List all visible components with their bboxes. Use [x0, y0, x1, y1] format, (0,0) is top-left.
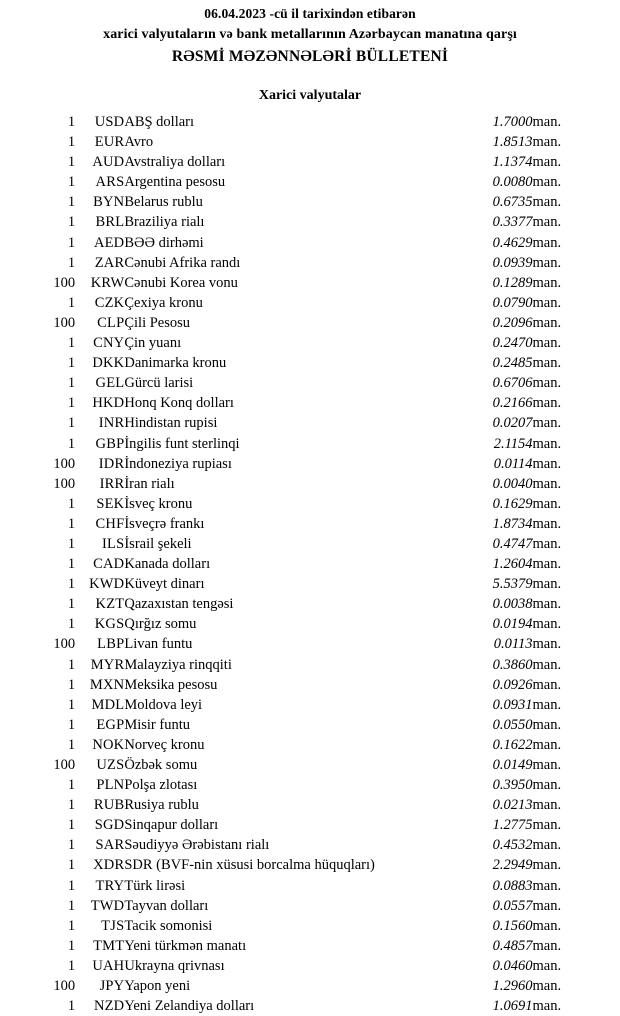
currency-quantity: 1: [67, 957, 76, 974]
currency-name: İsrail şekeli: [124, 535, 192, 552]
currency-name: Avro: [124, 134, 154, 151]
currency-quantity: 1: [67, 234, 76, 251]
table-row: [30, 233, 590, 253]
currency-code: KGS: [94, 616, 125, 633]
table-row: [30, 454, 590, 474]
currency-rate-value: 0.0207: [492, 415, 533, 432]
currency-rate-value: 0.0926: [492, 676, 533, 693]
currency-name: ABŞ dolları: [124, 114, 195, 130]
currency-code: IRR: [99, 475, 125, 492]
currency-rate-value: 0.4857: [492, 937, 533, 954]
currency-code: MYR: [90, 656, 125, 673]
table-row: [30, 514, 590, 534]
currency-rate-value: 0.6735: [492, 194, 533, 211]
currency-name: Cənubi Afrika randı: [124, 254, 241, 271]
currency-quantity: 1: [67, 716, 76, 733]
table-row: [30, 373, 590, 393]
currency-name: Tayvan dolları: [124, 897, 209, 914]
currency-name: Norveç kronu: [124, 736, 205, 753]
currency-rate-value: 0.2470: [492, 335, 533, 352]
currency-name: SDR (BVF-nin xüsusi borcalma hüquqları): [124, 857, 375, 874]
currency-rate-unit: man.: [532, 917, 562, 934]
currency-rate-unit: man.: [532, 194, 562, 211]
currency-quantity: 1: [67, 696, 76, 713]
currency-code: IDR: [98, 455, 125, 472]
table-row: [30, 212, 590, 232]
currency-rate-unit: man.: [532, 656, 562, 673]
currency-rate-unit: man.: [532, 837, 562, 854]
currency-rate-value: 0.3860: [492, 656, 533, 673]
currency-rate-unit: man.: [532, 576, 562, 593]
currency-quantity: 1: [67, 154, 76, 171]
currency-rate-unit: man.: [532, 495, 562, 512]
currency-code: EUR: [94, 134, 125, 151]
currency-rate-value: 0.0114: [493, 455, 533, 472]
table-row: [30, 574, 590, 594]
currency-rate-unit: man.: [532, 957, 562, 974]
currency-name: Qırğız somu: [124, 616, 197, 633]
currency-name: Avstraliya dolları: [124, 154, 226, 171]
table-row: [30, 634, 590, 654]
table-row: [30, 393, 590, 413]
currency-quantity: 1: [67, 917, 76, 934]
currency-quantity: 1: [67, 395, 76, 412]
currency-code: JPY: [99, 978, 125, 995]
currency-rate-value: 1.8513: [492, 134, 533, 151]
currency-rate-value: 0.6706: [492, 375, 533, 392]
table-row: [30, 876, 590, 896]
currency-name: Qazaxıstan tengəsi: [124, 596, 234, 613]
currency-code: EGP: [96, 716, 125, 733]
currency-code: AED: [93, 234, 125, 251]
currency-code: KRW: [90, 274, 125, 291]
currency-code: INR: [98, 415, 125, 432]
currency-code: ARS: [95, 174, 125, 191]
currency-rate-value: 0.0038: [492, 596, 533, 613]
currency-code: MXN: [89, 676, 125, 693]
currency-rate-unit: man.: [532, 777, 562, 794]
currency-rate-unit: man.: [532, 174, 562, 191]
currency-code: PLN: [96, 777, 125, 794]
currency-code: GEL: [95, 375, 125, 392]
currency-rate-value: 0.1289: [492, 274, 533, 291]
currency-code: MDL: [91, 696, 125, 713]
currency-name: Honq Konq dolları: [124, 395, 234, 412]
currency-name: Küveyt dinarı: [124, 576, 205, 593]
currency-name: Danimarka kronu: [124, 355, 227, 372]
currency-rate-unit: man.: [532, 234, 562, 251]
currency-quantity: 1: [67, 736, 76, 753]
currency-name: Çexiya kronu: [124, 294, 203, 311]
currency-quantity: 1: [67, 676, 76, 693]
currency-rate-value: 0.0040: [492, 475, 533, 492]
currency-quantity: 1: [67, 335, 76, 352]
currency-name: Kanada dolları: [124, 556, 211, 573]
currency-rate-value: 0.0213: [492, 797, 533, 814]
currency-rate-value: 1.8734: [492, 515, 533, 532]
currency-rate-unit: man.: [532, 294, 562, 311]
currency-name: Yeni Zelandiya dolları: [124, 998, 255, 1015]
table-row: [30, 855, 590, 875]
currency-rate-unit: man.: [532, 937, 562, 954]
currency-name: Misir funtu: [124, 716, 190, 733]
currency-rate-unit: man.: [532, 636, 562, 653]
table-row: [30, 675, 590, 695]
table-row: [30, 775, 590, 795]
currency-code: UZS: [96, 757, 125, 773]
currency-name: Malayziya rinqqiti: [124, 656, 232, 673]
currency-quantity: 1: [67, 214, 76, 231]
currency-quantity: 1: [67, 375, 76, 392]
currency-quantity: 1: [67, 194, 76, 211]
currency-name: Cənubi Korea vonu: [124, 274, 238, 291]
currency-quantity: 100: [53, 455, 76, 472]
currency-code: NOK: [92, 736, 125, 753]
table-row: [30, 916, 590, 936]
currency-name: Çili Pesosu: [124, 314, 191, 331]
currency-code: USD: [94, 114, 125, 130]
currency-quantity: 100: [53, 757, 76, 773]
currency-name: Rusiya rublu: [124, 797, 199, 814]
currency-code: UAH: [92, 957, 125, 974]
currency-quantity: 1: [67, 777, 76, 794]
currency-code: CNY: [93, 335, 125, 352]
currency-quantity: 100: [53, 636, 76, 653]
currency-rate-unit: man.: [532, 696, 562, 713]
currency-rate-unit: man.: [532, 596, 562, 613]
table-row: [30, 735, 590, 755]
table-row: [30, 534, 590, 554]
currency-rate-value: 0.3377: [492, 214, 533, 231]
currency-rate-unit: man.: [532, 335, 562, 352]
currency-quantity: 1: [67, 596, 76, 613]
header-title-line: RƏSMİ MƏZƏNNƏLƏRİ BÜLLETENİ: [171, 48, 449, 65]
currency-code: KZT: [95, 596, 125, 613]
currency-quantity: 1: [67, 897, 76, 914]
currency-quantity: 1: [67, 435, 76, 452]
currency-quantity: 1: [67, 495, 76, 512]
table-row: [30, 815, 590, 835]
currency-name: Polşa zlotası: [124, 777, 198, 794]
currency-code: CHF: [95, 515, 125, 532]
table-row: [30, 614, 590, 634]
currency-quantity: 1: [67, 797, 76, 814]
currency-rate-unit: man.: [532, 736, 562, 753]
table-row: [30, 956, 590, 976]
currency-rate-value: 5.5379: [492, 576, 533, 593]
currency-code: TJS: [101, 917, 125, 934]
currency-name: Səudiyyə Ərəbistanı rialı: [124, 837, 270, 854]
currency-code: ILS: [101, 535, 125, 552]
currency-name: Livan funtu: [124, 636, 193, 653]
table-row: [30, 192, 590, 212]
currency-name: Tacik somonisi: [124, 917, 213, 934]
currency-rate-unit: man.: [532, 455, 562, 472]
table-row: [30, 273, 590, 293]
currency-rate-value: 0.4747: [492, 535, 533, 552]
currency-name: BƏƏ dirhəmi: [124, 234, 204, 251]
currency-rate-value: 0.2166: [492, 395, 533, 412]
currency-quantity: 1: [67, 937, 76, 954]
currency-rate-value: 0.2485: [492, 355, 533, 372]
currency-code: HKD: [92, 395, 125, 412]
currency-rate-unit: man.: [532, 154, 562, 171]
currency-rate-value: 0.0149: [492, 757, 533, 773]
currency-rate-unit: man.: [532, 978, 562, 995]
table-row: [30, 172, 590, 192]
currency-quantity: 1: [67, 837, 76, 854]
currency-code: TWD: [90, 897, 125, 914]
currency-rate-value: 1.7000: [492, 114, 533, 130]
currency-rate-value: 0.1629: [492, 495, 533, 512]
currency-name: İndoneziya rupiası: [124, 455, 232, 472]
currency-code: CLP: [97, 314, 125, 331]
currency-code: TMT: [93, 937, 125, 954]
currency-rate-value: 0.0557: [492, 897, 533, 914]
currency-code: CZK: [94, 294, 125, 311]
currency-rate-unit: man.: [532, 716, 562, 733]
currency-rate-value: 1.2604: [492, 556, 533, 573]
currency-rate-unit: man.: [532, 556, 562, 573]
currency-name: Argentina pesosu: [124, 174, 226, 191]
table-row: [30, 313, 590, 333]
currency-quantity: 100: [53, 314, 76, 331]
section-title-foreign-currencies: Xarici valyutalar: [258, 88, 362, 103]
currency-rate-unit: man.: [532, 314, 562, 331]
currency-quantity: 1: [67, 817, 76, 834]
currency-rate-unit: man.: [532, 254, 562, 271]
currency-rate-value: 0.0931: [492, 696, 533, 713]
table-row: [30, 112, 590, 132]
currency-rate-unit: man.: [532, 877, 562, 894]
currency-name: Çin yuanı: [124, 335, 182, 352]
currency-name: Türk lirəsi: [124, 877, 186, 894]
currency-rate-unit: man.: [532, 897, 562, 914]
currency-quantity: 1: [67, 114, 76, 130]
currency-code: AUD: [92, 154, 125, 171]
table-row: [30, 293, 590, 313]
currency-quantity: 1: [67, 857, 76, 874]
currency-rate-value: 0.3950: [492, 777, 533, 794]
currency-quantity: 1: [67, 134, 76, 151]
currency-rate-unit: man.: [532, 395, 562, 412]
currency-rate-value: 0.4532: [492, 837, 533, 854]
currency-code: SGD: [94, 817, 125, 834]
table-row: [30, 132, 590, 152]
currency-rate-unit: man.: [532, 616, 562, 633]
currency-code: TRY: [95, 877, 125, 894]
table-row: [30, 715, 590, 735]
table-row: [30, 353, 590, 373]
table-row: [30, 976, 590, 996]
currency-name: Gürcü larisi: [124, 375, 194, 392]
currency-rate-value: 0.0883: [492, 877, 533, 894]
currency-rate-value: 0.0194: [492, 616, 533, 633]
currency-rates-table: [30, 112, 590, 1016]
currency-rate-value: 1.0691: [492, 998, 533, 1015]
currency-name: İsveçrə frankı: [124, 515, 205, 532]
currency-code: XDR: [93, 857, 125, 874]
table-row: [30, 474, 590, 494]
currency-rate-unit: man.: [532, 998, 562, 1015]
currency-quantity: 1: [67, 174, 76, 191]
currency-name: İsveç kronu: [124, 495, 193, 512]
currency-rate-value: 0.0460: [492, 957, 533, 974]
currency-rate-value: 0.0113: [493, 636, 533, 653]
currency-rate-value: 1.2775: [492, 817, 533, 834]
currency-rate-value: 0.0080: [492, 174, 533, 191]
currency-code: KWD: [89, 576, 125, 593]
currency-rate-value: 0.0939: [492, 254, 533, 271]
table-row: [30, 835, 590, 855]
currency-name: Yeni türkmən manatı: [124, 937, 247, 954]
currency-name: İngilis funt sterlinqi: [124, 435, 240, 452]
currency-name: Sinqapur dolları: [124, 817, 219, 834]
table-row: [30, 554, 590, 574]
table-row: [30, 795, 590, 815]
currency-code: ZAR: [94, 254, 125, 271]
table-row: [30, 755, 590, 775]
currency-rate-value: 0.1622: [492, 736, 533, 753]
table-row: [30, 996, 590, 1016]
currency-quantity: 100: [53, 475, 76, 492]
currency-rate-value: 0.0790: [492, 294, 533, 311]
table-row: [30, 494, 590, 514]
currency-code: RUB: [93, 797, 125, 814]
header-date-line: 06.04.2023 -cü il tarixindən etibarən: [204, 6, 416, 21]
currency-rate-value: 2.2949: [492, 857, 533, 874]
currency-quantity: 1: [67, 515, 76, 532]
currency-name: Meksika pesosu: [124, 676, 218, 693]
currency-rate-unit: man.: [532, 515, 562, 532]
currency-rate-value: 1.1374: [492, 154, 533, 171]
currency-rate-unit: man.: [532, 274, 562, 291]
currency-rate-unit: man.: [532, 435, 562, 452]
currency-code: NZD: [93, 998, 125, 1015]
currency-rate-unit: man.: [532, 797, 562, 814]
currency-rate-unit: man.: [532, 475, 562, 492]
currency-name: İran rialı: [124, 475, 175, 492]
currency-code: SEK: [96, 495, 125, 512]
currency-code: SAR: [95, 837, 125, 854]
currency-rates-body: [30, 112, 590, 1016]
currency-quantity: 100: [53, 274, 76, 291]
currency-rate-value: 0.1560: [492, 917, 533, 934]
currency-quantity: 1: [67, 616, 76, 633]
currency-name: Yapon yeni: [124, 978, 191, 995]
table-row: [30, 896, 590, 916]
document-header: [0, 6, 620, 66]
currency-rate-value: 0.0550: [492, 716, 533, 733]
currency-code: LBP: [97, 636, 125, 653]
currency-rate-unit: man.: [532, 134, 562, 151]
currency-rate-value: 1.2960: [492, 978, 533, 995]
table-row: [30, 434, 590, 454]
currency-code: BRL: [95, 214, 125, 231]
table-row: [30, 655, 590, 675]
currency-quantity: 1: [67, 535, 76, 552]
currency-code: CAD: [93, 556, 125, 573]
currency-name: Özbək somu: [124, 757, 198, 773]
table-row: [30, 253, 590, 273]
currency-name: Ukrayna qrivnası: [124, 957, 225, 974]
currency-name: Belarus rublu: [124, 194, 203, 211]
currency-rate-unit: man.: [532, 817, 562, 834]
currency-quantity: 1: [67, 415, 76, 432]
currency-quantity: 1: [67, 576, 76, 593]
header-subtitle-line: xarici valyutaların və bank metallarının Azərbaycan manatına qarşı: [103, 27, 517, 42]
currency-quantity: 1: [67, 998, 76, 1015]
currency-name: Hindistan rupisi: [124, 415, 218, 432]
currency-code: BYN: [93, 194, 125, 211]
table-row: [30, 594, 590, 614]
currency-quantity: 1: [67, 294, 76, 311]
currency-code: GBP: [95, 435, 125, 452]
table-row: [30, 695, 590, 715]
currency-rate-unit: man.: [532, 375, 562, 392]
currency-quantity: 1: [67, 556, 76, 573]
currency-rate-unit: man.: [532, 757, 562, 773]
currency-quantity: 100: [53, 978, 76, 995]
currency-rate-unit: man.: [532, 676, 562, 693]
table-row: [30, 936, 590, 956]
currency-rate-value: 2.1154: [493, 435, 533, 452]
currency-rate-unit: man.: [532, 214, 562, 231]
currency-rate-value: 0.2096: [492, 314, 533, 331]
currency-rate-unit: man.: [532, 857, 562, 874]
currency-rate-unit: man.: [532, 535, 562, 552]
currency-quantity: 1: [67, 254, 76, 271]
currency-rate-unit: man.: [532, 415, 562, 432]
currency-rate-unit: man.: [532, 355, 562, 372]
currency-quantity: 1: [67, 656, 76, 673]
currency-rate-unit: man.: [532, 114, 562, 130]
currency-rate-value: 0.4629: [492, 234, 533, 251]
currency-quantity: 1: [67, 877, 76, 894]
table-row: [30, 333, 590, 353]
table-row: [30, 413, 590, 433]
table-row: [30, 152, 590, 172]
currency-name: Braziliya rialı: [124, 214, 205, 231]
currency-quantity: 1: [67, 355, 76, 372]
currency-code: DKK: [92, 355, 125, 372]
currency-name: Moldova leyi: [124, 696, 203, 713]
